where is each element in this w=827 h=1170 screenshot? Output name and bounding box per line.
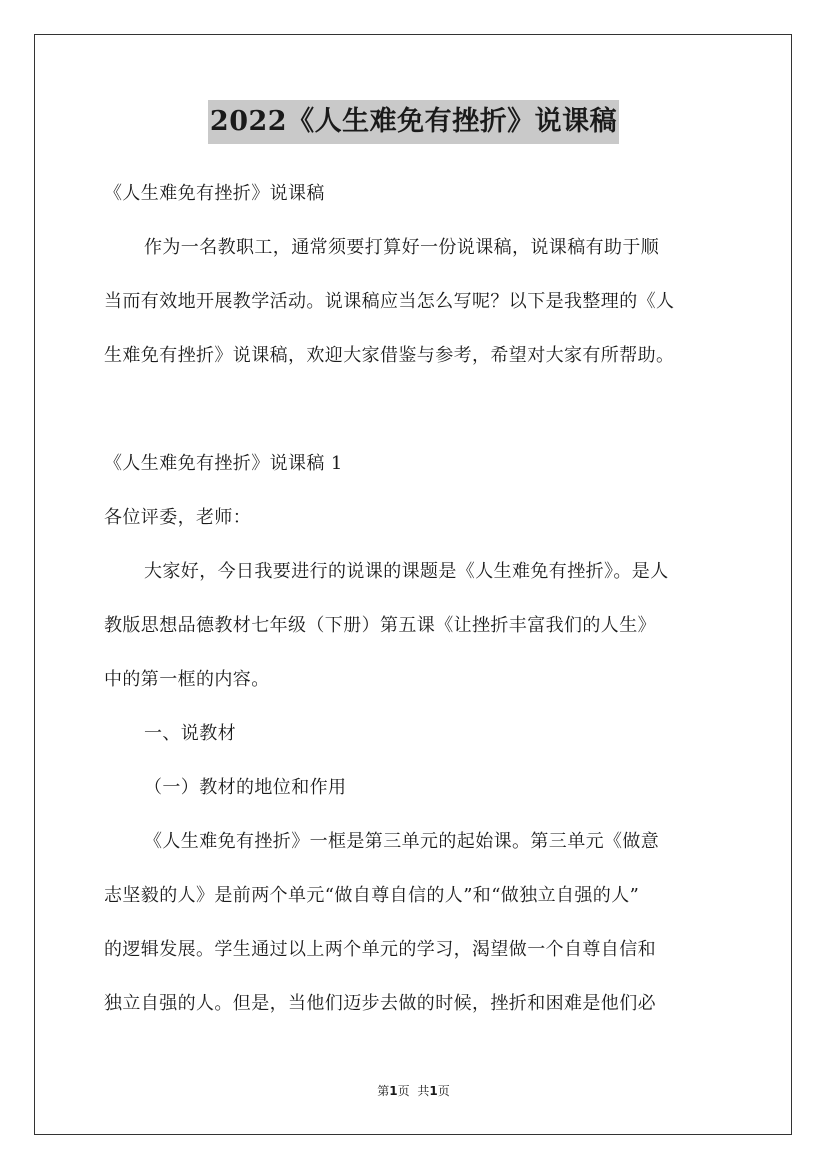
footer-total-number: 1 <box>429 1084 438 1098</box>
intro-line-2: 当而有效地开展教学活动。说课稿应当怎么写呢？以下是我整理的《人 <box>104 291 675 312</box>
para1-line-1: 大家好，今日我要进行的说课的课题是《人生难免有挫折》。是人 <box>144 561 669 582</box>
para2-line-4: 独立自强的人。但是，当他们迈步去做的时候，挫折和困难是他们必 <box>104 993 656 1014</box>
greeting: 各位评委，老师： <box>104 507 252 528</box>
heading-teaching-material: 一、说教材 <box>144 723 236 744</box>
footer-total-prefix: 共 <box>417 1084 430 1098</box>
heading-material-role: （一）教材的地位和作用 <box>144 777 347 798</box>
title-container <box>0 100 827 144</box>
para1-line-3: 中的第一框的内容。 <box>104 669 270 690</box>
para1-line-2: 教版思想品德教材七年级（下册）第五课《让挫折丰富我们的人生》 <box>104 615 656 636</box>
footer-page-suffix: 页 <box>397 1084 410 1098</box>
intro-line-1: 作为一名教职工，通常须要打算好一份说课稿，说课稿有助于顺 <box>144 237 660 258</box>
page-footer <box>0 1083 827 1099</box>
intro-line-3: 生难免有挫折》说课稿，欢迎大家借鉴与参考，希望对大家有所帮助。 <box>104 345 675 366</box>
document-subtitle: 《人生难免有挫折》说课稿 <box>104 183 325 204</box>
para2-line-2: 志坚毅的人》是前两个单元“做自尊自信的人”和“做独立自强的人” <box>104 885 640 906</box>
document-title: 2022《人生难免有挫折》说课稿 <box>208 100 619 144</box>
footer-page-prefix: 第 <box>377 1084 390 1098</box>
para2-line-3: 的逻辑发展。学生通过以上两个单元的学习，渴望做一个自尊自信和 <box>104 939 656 960</box>
para2-line-1: 《人生难免有挫折》一框是第三单元的起始课。第三单元《做意 <box>144 831 660 852</box>
footer-page-number: 1 <box>389 1084 398 1098</box>
footer-total-suffix: 页 <box>437 1084 450 1098</box>
section-heading: 《人生难免有挫折》说课稿 1 <box>104 453 343 474</box>
